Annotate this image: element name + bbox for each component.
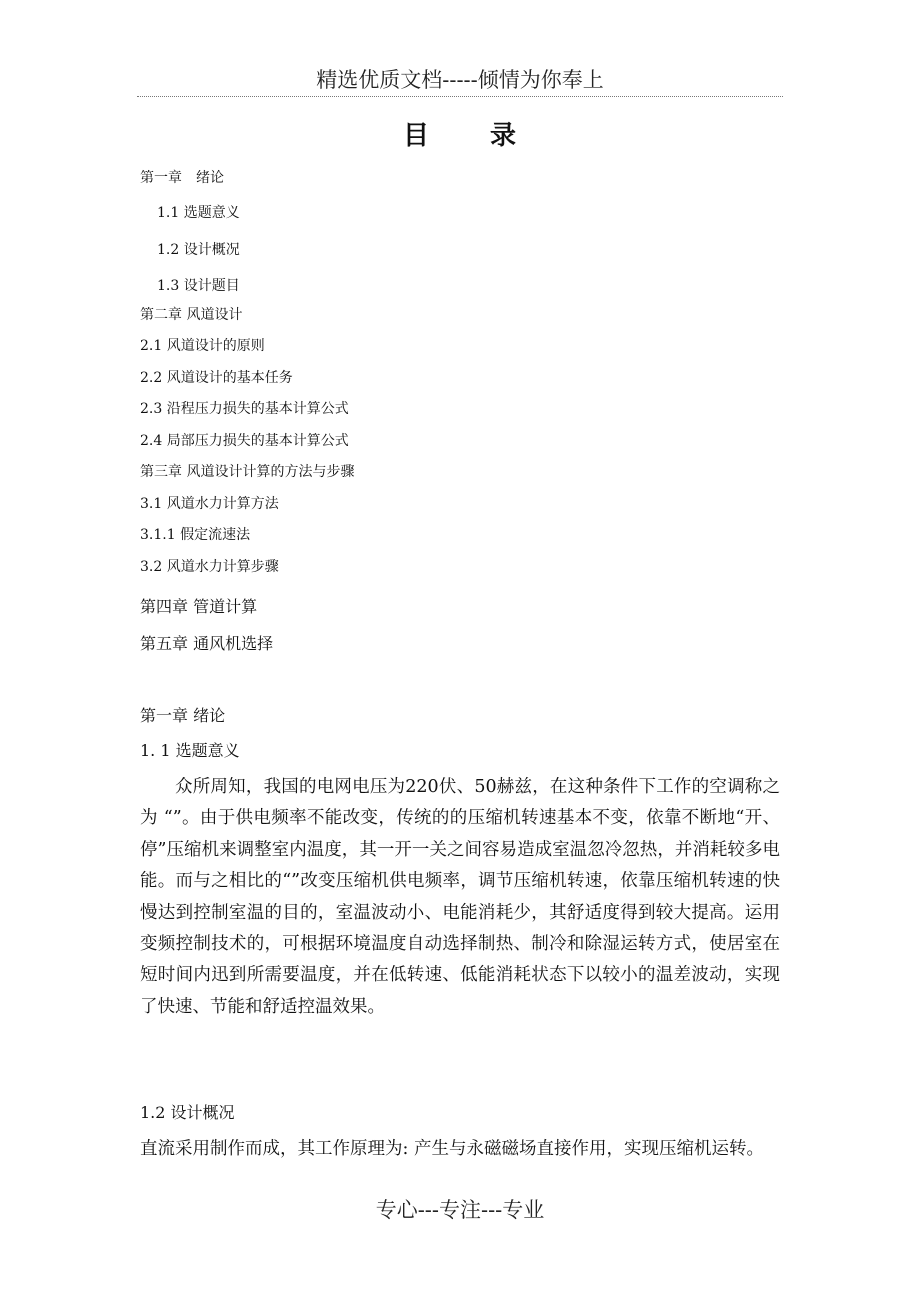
toc-entry-chapter-2[interactable]: 第二章 风道设计 xyxy=(140,307,243,323)
toc-entry-chapter-1[interactable]: 第一章 绪论 xyxy=(140,170,224,186)
toc-entry-3-1-1[interactable]: 3.1.1 假定流速法 xyxy=(140,527,251,543)
toc-entry-2-3[interactable]: 2.3 沿程压力损失的基本计算公式 xyxy=(140,401,349,417)
page-header: 精选优质文档-----倾情为你奉上 xyxy=(316,68,604,92)
toc-entry-chapter-3[interactable]: 第三章 风道设计计算的方法与步骤 xyxy=(140,464,355,480)
toc-entry-1-2[interactable]: 1.2 设计概况 xyxy=(157,242,240,258)
section-heading-1-1: 1. 1 选题意义 xyxy=(140,741,240,760)
chapter-heading: 第一章 绪论 xyxy=(140,706,226,725)
page-footer: 专心---专注---专业 xyxy=(375,1198,545,1222)
toc-entry-2-2[interactable]: 2.2 风道设计的基本任务 xyxy=(140,370,293,386)
toc-entry-chapter-5[interactable]: 第五章 通风机选择 xyxy=(140,634,274,653)
section-1-1-paragraph: 众所周知，我国的电网电压为220伏、50赫兹，在这种条件下工作的空调称之为 “”。由于供电频率不能改变，传统的的压缩机转速基本不变，依靠不断地“开、停”压缩机来调整室内温度，其一开一关之间容易造成室温忽冷忽热，并消耗较多电能。而与之相比的“”改变压缩机供电频率，调节压缩机转速，依靠压缩机转速的快慢达到控制室温的目的，室温波动小、电能消耗少，其舒适度得到较大提高。运用变频控制技术的，可根据环境温度自动选择制热、制冷和除湿运转方式，使居室在短时间内迅到所需要温度，并在低转速、低能消耗状态下以较小的温差波动，实现了快速、节能和舒适控温效果。 xyxy=(140,777,780,1017)
toc-entry-1-1[interactable]: 1.1 选题意义 xyxy=(157,205,240,221)
section-heading-1-2: 1.2 设计概况 xyxy=(140,1103,235,1122)
section-1-2-paragraph: 直流采用制作而成，其工作原理为: 产生与永磁磁场直接作用，实现压缩机运转。 xyxy=(140,1139,764,1159)
toc-title-right: 录 xyxy=(490,121,518,151)
toc-entry-1-3[interactable]: 1.3 设计题目 xyxy=(157,278,240,294)
toc-entry-3-2[interactable]: 3.2 风道水力计算步骤 xyxy=(140,559,279,575)
toc-entry-chapter-4[interactable]: 第四章 管道计算 xyxy=(140,597,258,616)
toc-entry-2-1[interactable]: 2.1 风道设计的原则 xyxy=(140,338,265,354)
toc-title-left: 目 xyxy=(402,121,430,151)
toc-entry-2-4[interactable]: 2.4 局部压力损失的基本计算公式 xyxy=(140,433,349,449)
toc-entry-3-1[interactable]: 3.1 风道水力计算方法 xyxy=(140,496,279,512)
